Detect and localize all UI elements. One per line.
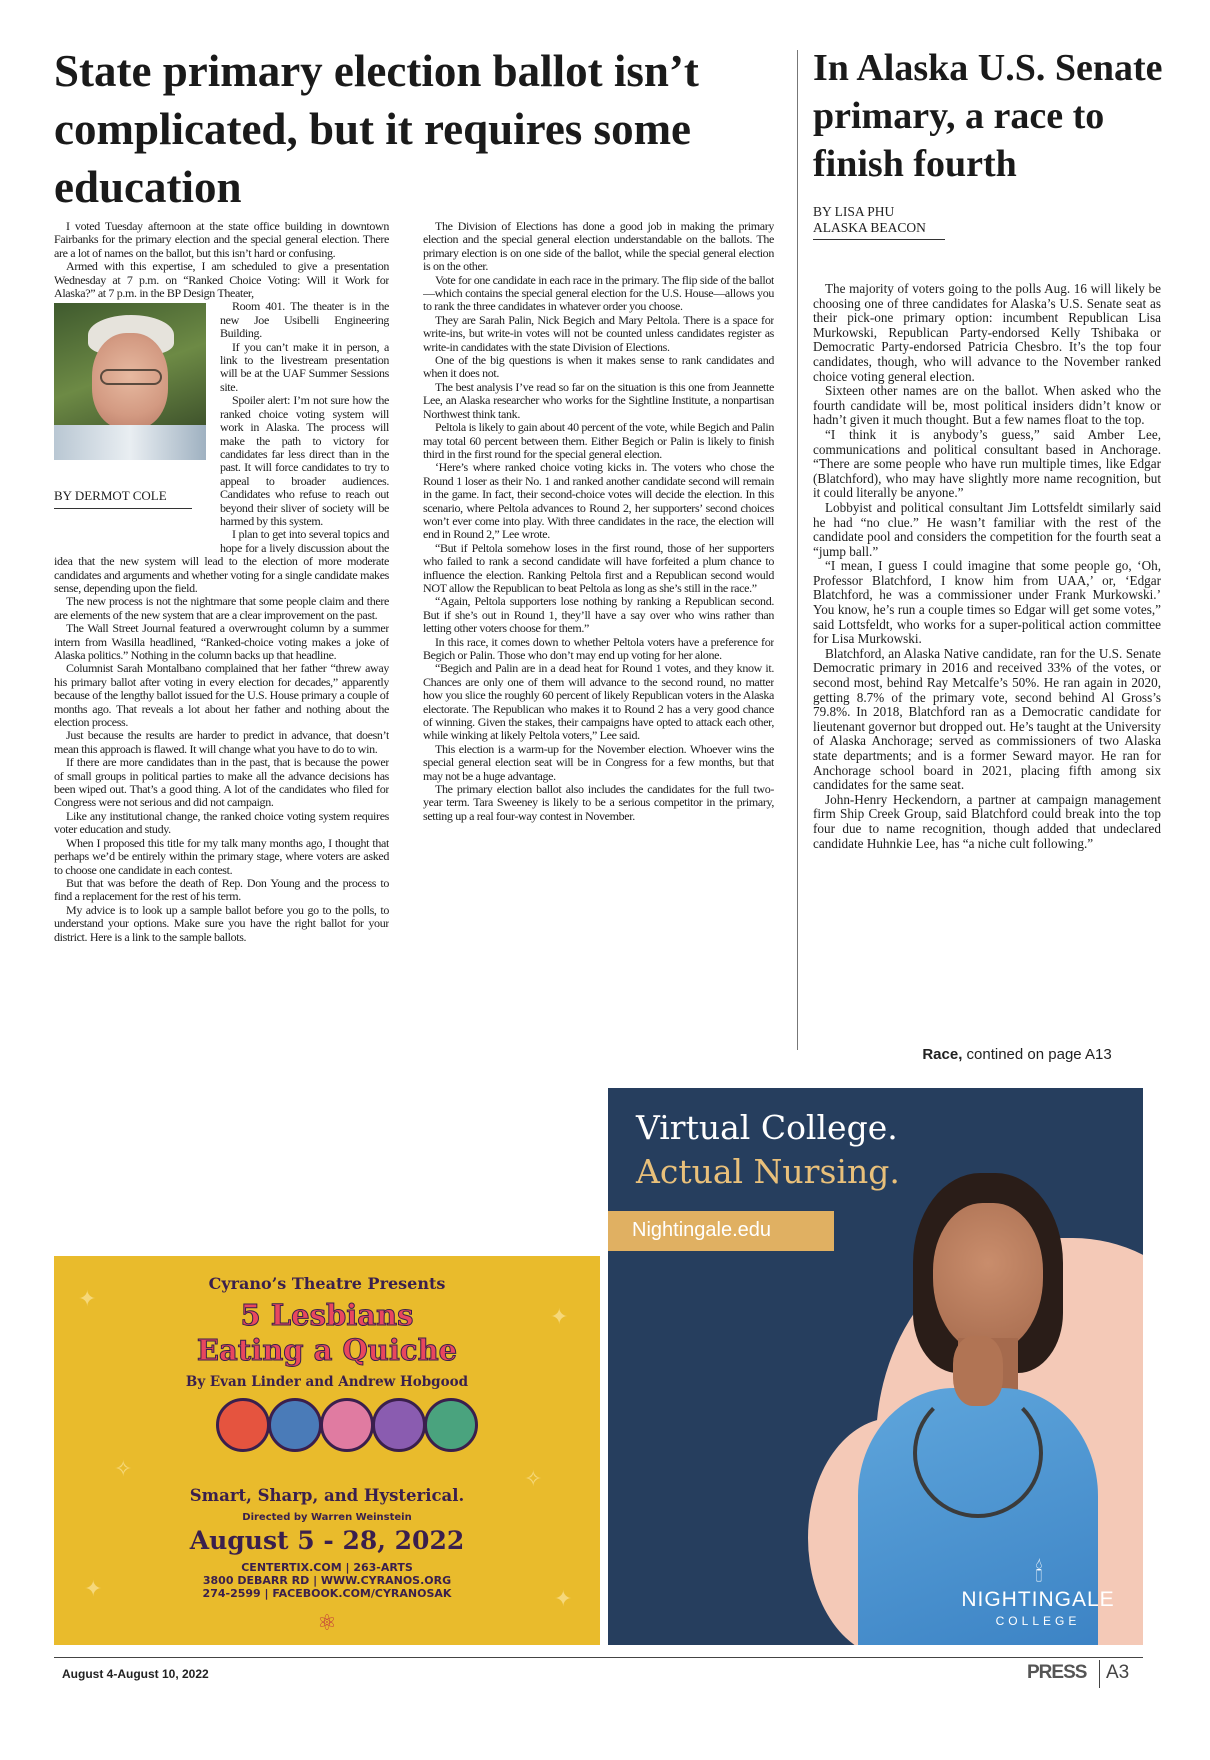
article-paragraph: “Begich and Palin are in a dead heat for Round 1 votes, and they know it. Chances are only one of them will advance to the second round, no matter how you slice the roughly 60 percent of likely Republican voters in the Alaska electorate. The Republican who makes it to Round 2 has a very good chance of winning. Given the stakes, their campaigns have opted to attack each other, while winking at likely Peltola voters,” Lee said.: [423, 661, 774, 743]
nurse-hand: [953, 1336, 1003, 1406]
woman-portrait-icon: [424, 1398, 478, 1452]
article-paragraph: If you can’t make it in person, a link to the livestream presentation will be at the UAF Summer Sessions site.: [220, 339, 389, 394]
contact-line-1: CENTERTIX.COM | 263-ARTS: [241, 1561, 413, 1574]
continued-note[interactable]: [877, 1046, 1157, 1063]
article-paragraph: The Division of Elections has done a good job in making the primary election and the special general election understandable on the ballots. The primary election is on one side of the ballot, while the special general election is on the other.: [423, 220, 774, 274]
article-paragraph: Sixteen other names are on the ballot. When asked who the fourth candidate will be, most political insiders didn’t know or hadn’t given it much thought. But a few names float to the top.: [813, 383, 1161, 428]
article-paragraph: Blatchford, an Alaska Native candidate, ran for the U.S. Senate Democratic primary in 2016 and received 33% of the votes, or second most, behind Ray Metcalfe’s 50%. He ran again in 2020, getting 8.7% of the primary vote, second behind Al Gross’s 79.8%. In 2018, Blatchford ran as a Democratic candidate for lieutenant governor but dropped out. He’s taught at the University of Alaska Anchorage; served as commissioners of two Alaska state departments; and is a former Seward mayor. He ran for Anchorage school board in 2021, placing fifth among six candidates for the same seat.: [813, 645, 1161, 793]
sparkle-icon: ✦: [550, 1304, 569, 1329]
left-article-column-2: [423, 220, 774, 1225]
brand-name: NIGHTINGALE: [961, 1588, 1115, 1611]
left-article-column-1: [54, 220, 389, 1228]
article-paragraph: The primary election ballot also includes the candidates for the full two-year term. Tara Sweeney is likely to be a serious competitor in the primary, setting up a real four-way contest in November.: [423, 782, 774, 823]
article-paragraph: Columnist Sarah Montalbano complained that her father “threw away his primary ballot after voting in every election for decades,” apparently because of the lengthy ballot issued for the U.S. House primary a couple of months ago. That reveals a lot about her father and nothing about the election process.: [54, 661, 389, 730]
woman-portrait-icon: [268, 1398, 322, 1452]
play-dates: August 5 - 28, 2022: [189, 1526, 465, 1555]
article-paragraph: “Again, Peltola supporters lose nothing by ranking a Republican second. But if she’s out in Round 1, they’ll have a say over who wins rather than letting other voters choose for them.”: [423, 594, 774, 636]
article-paragraph: This election is a warm-up for the November election. Whoever wins the special general election seat will be in Congress for a few months, but that may not be a huge advantage.: [423, 741, 774, 783]
sparkle-icon: ✧: [114, 1456, 133, 1481]
play-authors: By Evan Linder and Andrew Hobgood: [185, 1374, 469, 1390]
contact-line-3: 274-2599 | FACEBOOK.COM/CYRANOSAK: [202, 1587, 452, 1600]
sparkle-icon: ✦: [554, 1586, 573, 1611]
article-paragraph: If there are more candidates than in the past, that is because the power of small groups in political parties to make all the advance decisions has been wiped out. That’s a good thing. A lot of the candidates who filed for Congress were not serious and did not campaign.: [54, 755, 389, 810]
sparkle-icon: ✦: [84, 1576, 103, 1601]
theatre-advertisement[interactable]: [54, 1256, 600, 1645]
column-divider: [797, 50, 798, 1050]
article-paragraph: The best analysis I’ve read so far on the situation is this one from Jeannette Lee, an Alaska researcher who works for the Sightline Institute, a nonpartisan Northwest think tank.: [423, 379, 774, 421]
right-byline: [813, 204, 1013, 240]
article-paragraph: “I mean, I guess I could imagine that some people go, ‘Oh, Professor Blatchford, I know him from UAA,’ or, ‘Edgar Blatchford, he was a commissioner under Frank Murkowski.’ You know, he’s run a couple times so Edgar will get some votes,” said Lottsfeldt, who works for a super-political action committee for Lisa Murkowski.: [813, 558, 1161, 647]
left-headline: State primary election ballot isn’t complicated, but it requires some education: [54, 46, 699, 212]
woman-portrait-icon: [372, 1398, 426, 1452]
article-paragraph: “I think it is anybody’s guess,” said Amber Lee, communications and political consultant based in Anchorage. “There are some people who have run multiple times, like Edgar (Blatchford), who may have slightly more name recognition, but it could literally be anyone.”: [813, 426, 1161, 501]
article-paragraph: Like any institutional change, the ranked choice voting system requires voter education and study.: [54, 808, 389, 837]
article-paragraph: The Wall Street Journal featured a overwrought column by a summer intern from Wasilla headlined, “Ranked-choice voting makes a joke of Alaska politics.” Nothing in the column backs up that headline.: [54, 621, 389, 662]
ad-contact: [54, 1561, 600, 1600]
byline-rule: [813, 239, 945, 240]
page-number: A3: [1106, 1662, 1130, 1683]
article-paragraph: When I proposed this title for my talk many months ago, I thought that perhaps we’d be entirely within the primary stage, where voters are asked to choose one candidate in each contest.: [54, 835, 389, 877]
publication-logo: PRESS: [1027, 1662, 1087, 1683]
author-portrait-icon: [54, 303, 206, 460]
theatre-atom-logo-icon: ⚛: [317, 1610, 337, 1635]
ad-headline-1: Virtual College.: [636, 1108, 898, 1147]
article-paragraph: I plan to get into several topics and hope for a lively discussion about the idea that the new system will lead to the election of more moderate candidates and arguments and whether voting for a single candidate makes sense, depending upon the field.: [54, 527, 389, 595]
article-paragraph: Just because the results are harder to predict in advance, that doesn’t mean this approach is flawed. It will change what you have to do to win.: [54, 728, 389, 756]
article-paragraph: But that was before the death of Rep. Don Young and the process to find a replacement for the rest of his term.: [54, 875, 389, 904]
article-paragraph: Peltola is likely to gain about 40 percent of the vote, while Begich and Palin may total 60 percent between them. Either Begich or Palin is likely to finish third in the first round for the special general election.: [423, 420, 774, 461]
ad-headline-2: Actual Nursing.: [636, 1152, 900, 1191]
play-title: [54, 1298, 600, 1368]
play-director: Directed by Warren Weinstein: [242, 1512, 412, 1523]
article-paragraph: John-Henry Heckendorn, a partner at campaign management firm Ship Creek Group, said Blatchford could break into the top four due to name recognition, though added that undeclared candidate Huhnkie Lee, has “a niche cult following.”: [813, 791, 1161, 851]
ad-presents: Cyrano’s Theatre Presents: [208, 1274, 446, 1293]
continued-keyword: Race,: [922, 1046, 963, 1063]
article-paragraph: Vote for one candidate in each race in the primary. The flip side of the ballot—which contains the special general election for the U.S. House—allows you to rank the three candidates in whatever order you choose.: [423, 272, 774, 314]
article-paragraph: One of the big questions is when it makes sense to rank candidates and when it does not.: [423, 353, 774, 381]
article-paragraph: ‘Here’s where ranked choice voting kicks in. The voters who chose the Round 1 loser as their No. 1 and ranked another candidate second will remain in the game. In fact, their second-choice votes will decide the election. In this scenario, where Peltola advances to Round 2, her supporters’ second choices won’t ever come into play. With three candidates in the race, the election will end in Round 2,” Lee wrote.: [423, 460, 774, 542]
woman-portrait-icon: [320, 1398, 374, 1452]
nurse-face: [933, 1203, 1043, 1353]
brand-sub: COLLEGE: [995, 1614, 1081, 1628]
article-paragraph: I voted Tuesday afternoon at the state office building in downtown Fairbanks for the primary election and the special general election. There are a lot of names on the ballot, but this isn’t hard or confusing.: [54, 220, 389, 260]
ad-url[interactable]: Nightingale.edu: [632, 1219, 771, 1241]
right-byline-org: ALASKA BEACON: [813, 220, 926, 235]
article-paragraph: Room 401. The theater is in the new Joe Usibelli Engineering Building.: [220, 299, 389, 341]
article-paragraph: My advice is to look up a sample ballot before you go to the polls, to understand your options. Make sure you have the right ballot for your district. Here is a link to the sample ballots.: [54, 902, 389, 944]
nursing-college-advertisement[interactable]: [608, 1088, 1143, 1645]
cast-illustration: [216, 1398, 476, 1468]
footer-separator: [1099, 1660, 1100, 1688]
stethoscope-icon: [913, 1388, 1043, 1518]
article-paragraph: Spoiler alert: I’m not sure how the ranked choice voting system will work in Alaska. The process will make the path to victory for candidates far less direct than in the past. It will force candidates to try to appeal to broader audiences. Candidates who refuse to reach out beyond their sliver of society will be harmed by this system.: [220, 393, 389, 528]
article-paragraph: The majority of voters going to the polls Aug. 16 will likely be choosing one of three candidates for Alaska’s U.S. Senate seat as their pick-one primary option: incumbent Republican Lisa Murkowski, Republican Party-endorsed Kelly Tshibaka or Democratic Party-endorsed Patricia Chesbro. It’s the top four candidates, though, who will advance to the November ranked choice voting general election.: [813, 282, 1161, 384]
play-title-line-1: 5 Lesbians: [240, 1298, 414, 1332]
left-byline: BY DERMOT COLE: [54, 488, 167, 504]
woman-portrait-icon: [216, 1398, 270, 1452]
article-paragraph: Armed with this expertise, I am scheduled to give a presentation Wednesday at 7 p.m. on “Ranked Choice Voting: Will it Work for Alaska?” at 7 p.m. in the BP Design Theater,: [54, 259, 389, 301]
right-byline-name: BY LISA PHU: [813, 204, 895, 219]
play-tagline: Smart, Sharp, and Hysterical.: [189, 1486, 465, 1505]
sparkle-icon: ✧: [524, 1466, 543, 1491]
article-paragraph: In this race, it comes down to whether Peltola voters have a preference for Begich or Palin. Those who don’t may end up voting for her alone.: [423, 634, 774, 662]
play-title-line-2: Eating a Quiche: [196, 1333, 458, 1367]
footer-rule: [54, 1657, 1143, 1658]
right-headline: In Alaska U.S. Senate primary, a race to finish fourth: [813, 47, 1163, 185]
right-article-column: [813, 282, 1161, 1034]
article-paragraph: Lobbyist and political consultant Jim Lottsfeldt similarly said he had “no clue.” He wasn’t familiar with the rest of the candidate pool and considers the competition for the fourth seat a “jump ball.”: [813, 499, 1161, 559]
article-paragraph: “But if Peltola somehow loses in the first round, those of her supporters who failed to rank a second candidate will have forfeited a plum chance to influence the election. Ranking Peltola first and a Republican second would NOT allow the Republican to beat Peltola as long as she’s still in the race.”: [423, 540, 774, 595]
continued-text: contined on page A13: [962, 1046, 1112, 1063]
article-paragraph: The new process is not the nightmare that some people claim and there are elements of the new system that are a clear improvement on the past.: [54, 594, 389, 622]
sparkle-icon: ✦: [78, 1286, 97, 1311]
issue-date: August 4-August 10, 2022: [62, 1667, 209, 1681]
byline-rule: [54, 508, 192, 509]
article-paragraph: They are Sarah Palin, Nick Begich and Mary Peltola. There is a space for write-ins, but write-in votes will not be counted unless candidates register as write-in candidates with the state Division of Elections.: [423, 312, 774, 354]
author-photo-block: [54, 303, 206, 538]
flame-icon: 🕯: [1035, 1558, 1043, 1587]
contact-line-2: 3800 DEBARR RD | WWW.CYRANOS.ORG: [202, 1574, 452, 1587]
